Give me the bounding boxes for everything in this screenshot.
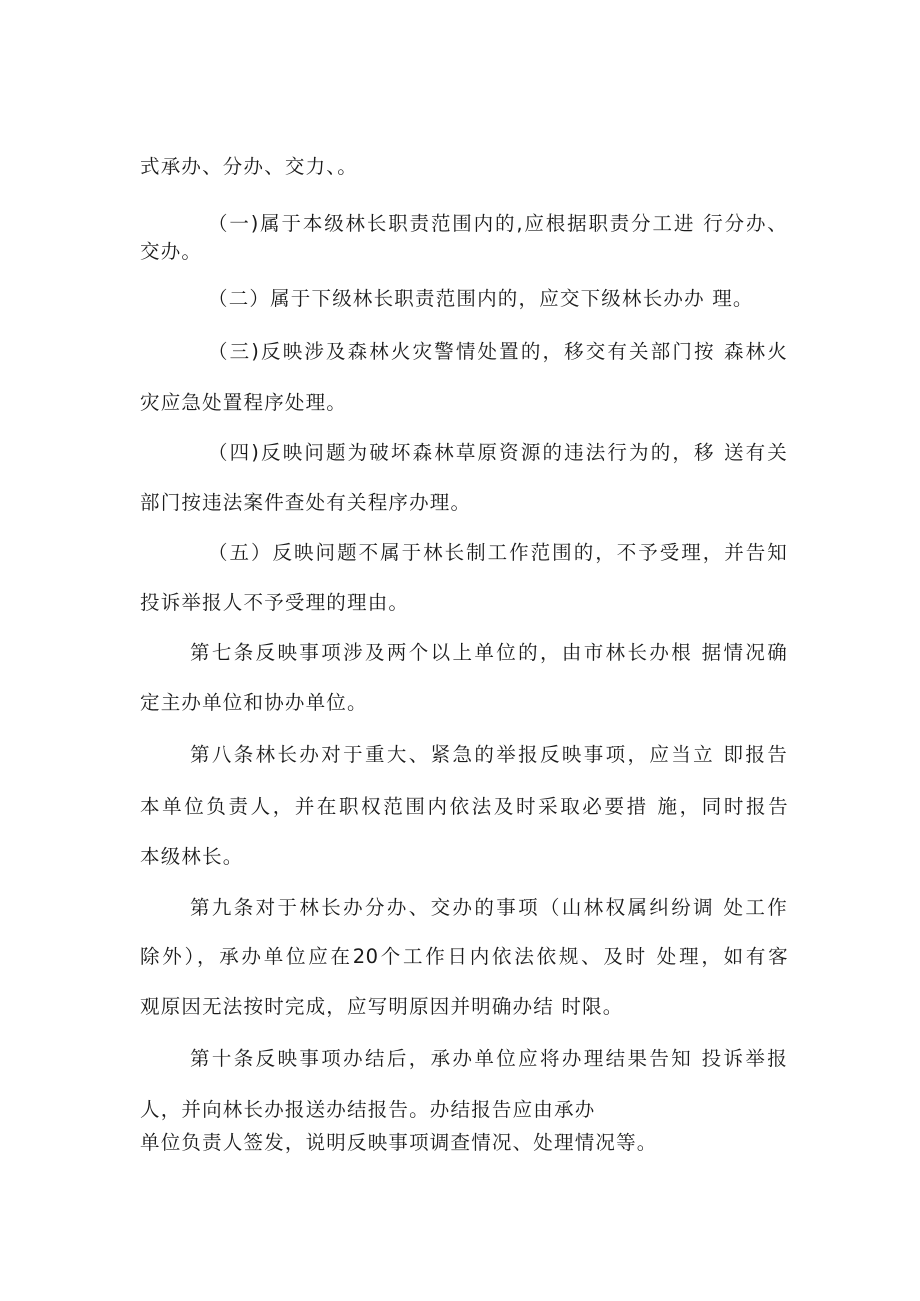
text-line-item-4-cont: 部门按违法案件查处有关程序办理。 — [140, 491, 472, 514]
text-line-article-7: 第七条反映事项涉及两个以上单位的，由市林长办根 据情况确 — [190, 641, 788, 664]
text-line-item-4: （四)反映问题为破坏森林草原资源的违法行为的，移 送有关 — [208, 441, 788, 464]
text-line-article-10: 第十条反映事项办结后，承办单位应将办理结果告知 投诉举报 — [190, 1047, 788, 1070]
text-line-item-3: （三)反映涉及森林火灾警情处置的，移交有关部门按 森林火 — [208, 340, 788, 363]
text-line-item-5-cont: 投诉举报人不予受理的理由。 — [140, 591, 410, 614]
text-line-article-9-cont: 除外），承办单位应在20个工作日内依法依规、及时 处理，如有客 — [140, 945, 788, 968]
text-line-article-8: 第八条林长办对于重大、紧急的举报反映事项，应当立 即报告 — [190, 743, 788, 766]
text-line-article-8-end: 本级林长。 — [140, 845, 244, 868]
text-line-item-2: （二）属于下级林长职责范围内的，应交下级林长办办 理。 — [208, 287, 754, 310]
text-line-article-7-cont: 定主办单位和协办单位。 — [140, 691, 368, 714]
text-line-article-9: 第九条对于林长办分办、交办的事项（山林权属纠纷调 处工作 — [190, 896, 788, 919]
text-line-item-1: （一)属于本级林长职责范围内的,应根据职责分工进 行分办、 — [208, 212, 788, 235]
text-line-article-10-cont: 人，并向林长办报送办结报告。办结报告应由承办 — [140, 1098, 596, 1121]
text-line-article-10-end: 单位负责人签发，说明反映事项调查情况、处理情况等。 — [140, 1131, 658, 1154]
text-line-item-3-cont: 灾应急处置程序处理。 — [140, 391, 348, 414]
text-line-article-9-end: 观原因无法按时完成，应写明原因并明确办结 时限。 — [140, 995, 624, 1018]
text-line-article-8-cont: 本单位负责人，并在职权范围内依法及时采取必要措 施，同时报告 — [140, 795, 788, 818]
text-line-continuation: 式承办、分办、交力、。 — [140, 155, 358, 178]
text-line-item-1-cont: 交办。 — [140, 240, 203, 263]
text-line-item-5: （五）反映问题不属于林长制工作范围的，不予受理，并告知 — [208, 541, 788, 564]
